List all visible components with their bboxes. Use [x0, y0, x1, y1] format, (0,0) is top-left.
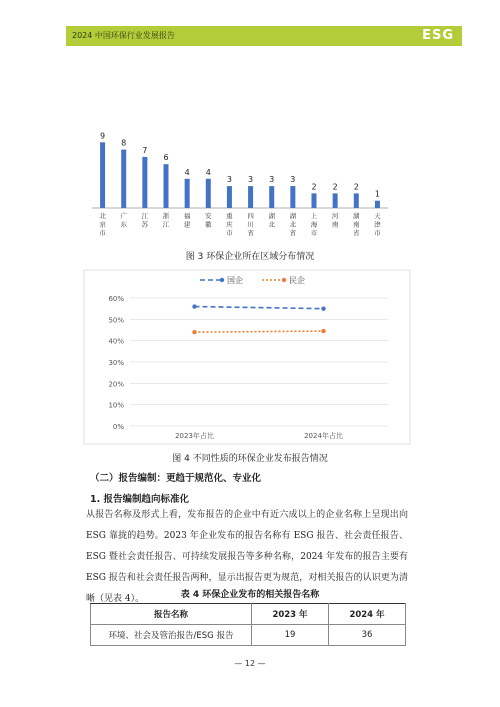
bar-category-label: 重庆市: [226, 212, 233, 237]
bar-category-label: 湖北省: [289, 212, 297, 237]
table-cell: 19: [252, 625, 329, 646]
bar-value-label: 9: [100, 131, 106, 141]
bar: [142, 157, 147, 208]
region-bar-chart: [0, 60, 500, 240]
bar: [248, 186, 253, 208]
bar-value-label: 3: [269, 175, 275, 185]
bar-value-label: 4: [205, 167, 211, 177]
bar-category-label: 安徽: [205, 212, 212, 229]
bar-category-label: 湖南省: [353, 212, 360, 237]
legend-marker: [220, 278, 224, 282]
x-tick-label: 2024年占比: [304, 432, 343, 440]
legend-label: 民企: [289, 276, 305, 285]
table-header-cell: 2024 年: [329, 604, 406, 625]
report-name-table: [90, 603, 406, 646]
y-tick-label: 20%: [108, 380, 124, 389]
chart-frame: [84, 270, 410, 444]
legend-label: 国企: [227, 276, 243, 285]
bar-value-label: 2: [353, 182, 359, 192]
bar-category-label: 四川省: [247, 212, 254, 237]
bar: [354, 193, 359, 208]
bar-category-label: 北京市: [99, 212, 106, 237]
bar-category-label: 浙江: [162, 212, 170, 229]
section-subheading: 1. 报告编制趋向标准化: [90, 494, 190, 505]
bar-value-label: 8: [121, 138, 127, 148]
table4-caption: 表 4 环保企业发布的相关报告名称: [180, 590, 320, 600]
body-paragraph: 从报告名称及形式上看，发布报告的企业中有近六成以上的企业名称上呈现出向 ESG 靠拢的趋势。2023 年企业发布的报告名称有 ESG 报告、社会责任报告、ESG 暨社会责任报告、可持续发展报告等多种名称，2024 年发布的报告主要有 ESG 报告和社会责任报告两种，显示出报告更为规范，对相关报告的认识更为清晰（见表 4）。: [86, 510, 408, 604]
series-point: [321, 329, 325, 333]
bar-category-label: 天津市: [374, 212, 381, 237]
table-header-cell: 2023 年: [252, 604, 329, 625]
y-tick-label: 30%: [108, 359, 124, 367]
ownership-line-chart: [0, 268, 500, 448]
bar-category-label: 广东: [120, 212, 127, 229]
bar: [375, 201, 380, 208]
y-tick-label: 40%: [108, 337, 124, 346]
table-cell: 环境、社会及管治报告/ESG 报告: [91, 625, 252, 646]
legend-marker: [282, 278, 286, 282]
bar: [121, 150, 126, 208]
page-number: — 12 —: [234, 659, 266, 668]
header-title: 2024 中国环保行业发展报告: [72, 31, 175, 40]
y-tick-label: 10%: [108, 401, 124, 410]
bar: [100, 142, 105, 208]
bar-value-label: 6: [163, 153, 169, 163]
bar-value-label: 2: [311, 182, 317, 192]
x-tick-label: 2023年占比: [175, 432, 214, 440]
bar: [312, 193, 317, 208]
y-tick-label: 50%: [108, 316, 124, 325]
bar-value-label: 2: [332, 182, 338, 192]
section-heading: （二）报告编制：更趋于规范化、专业化: [90, 473, 262, 484]
figure4-caption: 图 4 不同性质的环保企业发布报告情况: [172, 454, 328, 464]
bar-category-label: 江苏: [141, 212, 149, 229]
header-bar: [66, 26, 462, 46]
bar-category-label: 上海市: [310, 212, 318, 237]
y-tick-label: 60%: [108, 295, 124, 303]
table-header-row: [91, 604, 406, 625]
series-point: [192, 304, 196, 308]
bar: [269, 186, 274, 208]
bar-value-label: 3: [290, 175, 296, 185]
table-row: [91, 625, 406, 646]
bar: [164, 164, 169, 208]
header-badge: ESG: [422, 28, 454, 43]
bar-value-label: 3: [226, 175, 232, 185]
bar-value-label: 7: [142, 145, 148, 155]
y-tick-label: 0%: [112, 423, 124, 431]
bar-category-label: 湖北: [268, 212, 275, 229]
figure3-caption: 图 3 环保企业所在区域分布情况: [185, 252, 315, 262]
series-point: [192, 330, 196, 334]
bar: [333, 193, 338, 208]
series-line: [195, 331, 324, 332]
table-cell: 36: [329, 625, 406, 646]
bar: [227, 186, 232, 208]
series-line: [195, 307, 324, 309]
bar: [290, 186, 295, 208]
series-point: [321, 306, 325, 310]
bar: [206, 179, 211, 208]
bar-value-label: 3: [248, 175, 254, 185]
bar-value-label: 1: [374, 189, 380, 199]
bar-category-label: 河南: [331, 212, 339, 229]
bar-value-label: 4: [184, 167, 190, 177]
bar: [185, 179, 190, 208]
table-header-cell: 报告名称: [91, 604, 252, 625]
bar-category-label: 福建: [183, 212, 191, 229]
